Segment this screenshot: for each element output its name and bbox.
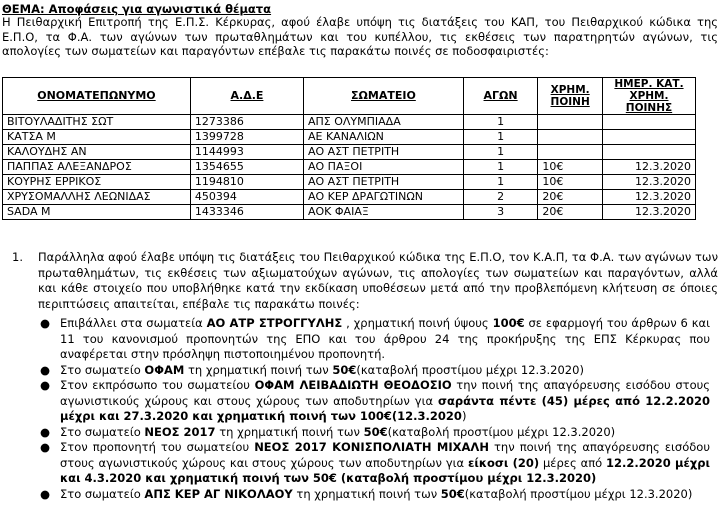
cell-fine-date: 12.3.2020: [602, 175, 695, 190]
cell-club: ΑΟΚ ΦΑΙΑΞ: [304, 205, 464, 220]
cell-fine-date: [602, 130, 695, 145]
cell-fine-date: [602, 115, 695, 130]
list-item: [0, 316, 716, 363]
cell-matches: 2: [463, 190, 537, 205]
item-text: σε εφαρμογή του άρθρων 6 και 11 του κανονισμού προπονητών της ΕΠΟ και του άρθρου 24 της προκήρυξης της ΕΠΣ Κέρκυρας που αναφέρεται στην πρόσληψη πιστοποιημένου προπονητή.: [60, 316, 710, 361]
item-text: Στο σωματείο: [60, 424, 145, 439]
table-row: [3, 130, 696, 145]
cell-ade: 1354655: [190, 160, 303, 175]
list-item: [0, 425, 716, 441]
item-text: (καταβολή προστίμου μέχρι 12.3.2020): [464, 486, 693, 501]
list-item: [0, 487, 716, 503]
cell-name: ΧΡΥΣΟΜΑΛΛΗΣ ΛΕΩΝΙΔΑΣ: [3, 190, 191, 205]
item-text: ): [461, 409, 467, 423]
cell-club: ΑΟ ΑΣΤ ΠΕΤΡΙΤΗ: [304, 175, 464, 190]
item-text: (καταβολή προστίμου μέχρι 12.3.2020): [387, 424, 616, 439]
bullet-icon: ●: [40, 424, 51, 439]
cell-name: ΚΑΤΣΑ Μ: [3, 130, 191, 145]
cell-matches: 1: [463, 130, 537, 145]
list-item: [0, 378, 716, 425]
cell-ade: 1144993: [190, 145, 303, 160]
cell-ade: 1433346: [190, 205, 303, 220]
cell-club: ΑΟ ΚΕΡ ΔΡΑΓΩΤΙΝΩΝ: [304, 190, 464, 205]
bullet-icon: ●: [40, 440, 51, 454]
header-ade: Α.Δ.Ε: [190, 78, 303, 115]
cell-ade: 450394: [190, 190, 303, 205]
bullet-icon: ●: [40, 486, 51, 501]
item-dates: 12.2.2020 μέχρι και 4.3.2020 και χρηματική ποινή των 50€ (καταβολή προστίμου μέχρι 12.3.2020): [60, 455, 710, 485]
header-fine-date: ΗΜΕΡ. ΚΑΤ. ΧΡΗΜ. ΠΟΙΝΗΣ: [602, 78, 695, 115]
numbered-paragraph: [2, 250, 718, 312]
cell-fine-date: 12.3.2020: [602, 160, 695, 175]
cell-club: ΑΠΣ ΟΛΥΜΠΙΑΔΑ: [304, 115, 464, 130]
bullet-icon: ●: [40, 378, 51, 392]
cell-club: ΑΟ ΑΣΤ ΠΕΤΡΙΤΗ: [304, 145, 464, 160]
item-text: Στον εκπρόσωπο του σωματείου: [60, 378, 255, 392]
cell-matches: 1: [463, 115, 537, 130]
item-person: ΝΕΟΣ 2017 ΚΟΝΙΣΠΟΛΙΑΤΗ ΜΙΧΑΛΗ: [254, 440, 489, 454]
item-text: Στο σωματείο: [60, 486, 145, 501]
table-row: [3, 205, 696, 220]
cell-fine: 10€: [538, 175, 603, 190]
cell-fine: [538, 115, 603, 130]
bullet-icon: ●: [40, 316, 51, 330]
cell-fine-date: 12.3.2020: [602, 205, 695, 220]
item-text: Στον προπονητή του σωματείου: [60, 440, 255, 454]
table-row: [3, 115, 696, 130]
penalty-bullet-list: [0, 316, 716, 502]
cell-matches: 1: [463, 175, 537, 190]
bullet-icon: ●: [40, 362, 51, 377]
item-text: (καταβολή προστίμου μέχρι 12.3.2020): [356, 362, 584, 377]
table-row: [3, 160, 696, 175]
table-row: [3, 145, 696, 160]
cell-fine-date: 12.3.2020: [602, 190, 695, 205]
header-matches: ΑΓΩΝ: [463, 78, 537, 115]
item-text: την ποινή της απαγόρευσης εισόδου στους αγωνιστικούς χώρους και στους χώρους των αποδυτηρίων για: [60, 440, 710, 470]
item-amount: 50€: [332, 362, 357, 377]
cell-ade: 1194810: [190, 175, 303, 190]
item-text: την ποινή της απαγόρευσης εισόδου στους αγωνιστικούς χώρους και στους χώρους των αποδυτηρίων για: [60, 378, 711, 408]
header-name: ΟΝΟΜΑΤΕΠΩΝΥΜΟ: [3, 78, 191, 115]
item-text: τη χρηματική ποινή των: [215, 424, 364, 439]
table-header-row: [3, 78, 696, 115]
item-duration: σαράντα πέντε (45) μέρες από 12.2.2020 μέχρι και 27.3.2020 και χρηματική ποινή των 100€(12.3.2020: [60, 393, 710, 423]
cell-fine: 10€: [538, 160, 603, 175]
cell-club: ΑΟ ΠΑΞΟΙ: [304, 160, 464, 175]
list-item: [0, 363, 716, 379]
document-title: ΘΕΜΑ: Αποφάσεις για αγωνιστικά θέματα: [2, 2, 272, 16]
cell-fine: [538, 130, 603, 145]
item-text: Επιβάλλει στα σωματεία: [60, 316, 207, 330]
penalties-table: [2, 77, 696, 220]
cell-matches: 1: [463, 160, 537, 175]
item-person: ΟΦΑΜ ΛΕΙΒΑΔΙΩΤΗ ΘΕΟΔΟΣΙΟ: [254, 378, 452, 392]
item-club: ΟΦΑΜ: [144, 362, 185, 377]
header-fine: ΧΡΗΜ. ΠΟΙΝΗ: [538, 78, 603, 115]
item-text: τη χρηματική ποινή των: [184, 362, 333, 377]
cell-fine: [538, 145, 603, 160]
item-duration: είκοσι (20): [467, 455, 540, 470]
intro-paragraph: Η Πειθαρχική Επιτροπή της Ε.Π.Σ. Κέρκυρας, αφού έλαβε υπόψη τις διατάξεις του ΚΑΠ, του Πειθαρχικού κώδικα της Ε.Π.Ο, τα Φ.Α. των αγώνων των πρωταθλημάτων και του κυπέλλου, τις εκθέσεις των παρατηρητών αγώνων, τις απολογίες των σωματείων και παραγόντων επέβαλε τις παρακάτω ποινές σε ποδοσφαιριστές:: [2, 15, 718, 58]
cell-matches: 3: [463, 205, 537, 220]
header-club: ΣΩΜΑΤΕΙΟ: [304, 78, 464, 115]
cell-name: ΒΙΤΟΥΛΑΔΙΤΗΣ ΣΩΤ: [3, 115, 191, 130]
item-amount: 50€: [440, 486, 465, 501]
item-club: ΑΟ ΑΤΡ ΣΤΡΟΓΓΥΛΗΣ: [206, 316, 343, 330]
cell-matches: 1: [463, 145, 537, 160]
item-text: μέρες από: [539, 455, 607, 470]
item-text: τη χρηματική ποινή των: [292, 486, 441, 501]
cell-name: ΠΑΠΠΑΣ ΑΛΕΞΑΝΔΡΟΣ: [3, 160, 191, 175]
item-amount: 50€: [363, 424, 388, 439]
cell-club: ΑΕ ΚΑΝΑΛΙΩΝ: [304, 130, 464, 145]
cell-fine: 20€: [538, 190, 603, 205]
item-club: ΑΠΣ ΚΕΡ ΑΓ ΝΙΚΟΛΑΟΥ: [144, 486, 293, 501]
cell-fine: 20€: [538, 205, 603, 220]
item-text: Στο σωματείο: [60, 362, 145, 377]
cell-name: SADA M: [3, 205, 191, 220]
item-club: ΝΕΟΣ 2017: [144, 424, 216, 439]
item-amount: 100€: [492, 316, 525, 330]
paragraph-text: Παράλληλα αφού έλαβε υπόψη τις διατάξεις του Πειθαρχικού κώδικα της Ε.Π.Ο, τον Κ.Α.Π, τα Φ.Α. των αγώνων των πρωταθλημάτων, τις εκθέσεις των αξιωματούχων αγώνων, τις απολογίες των σωματείων και παραγόντων, αλλά και κάθε στοιχείο που υποβλήθηκε κατά την εκδίκαση υποθέσεων μετά από την προβλεπόμενη κλήτευση σε όποιες περιπτώσεις απαιτείται, επέβαλε τις παρακάτω ποινές:: [38, 250, 718, 311]
paragraph-number: 1.: [12, 250, 23, 264]
cell-name: ΚΑΛΟΥΔΗΣ ΑΝ: [3, 145, 191, 160]
cell-name: ΚΟΥΡΗΣ ΕΡΡΙΚΟΣ: [3, 175, 191, 190]
table-row: [3, 190, 696, 205]
cell-ade: 1273386: [190, 115, 303, 130]
cell-fine-date: [602, 145, 695, 160]
list-item: [0, 440, 716, 487]
table-row: [3, 175, 696, 190]
cell-ade: 1399728: [190, 130, 303, 145]
item-text: , χρηματική ποινή ύψους: [342, 316, 493, 330]
